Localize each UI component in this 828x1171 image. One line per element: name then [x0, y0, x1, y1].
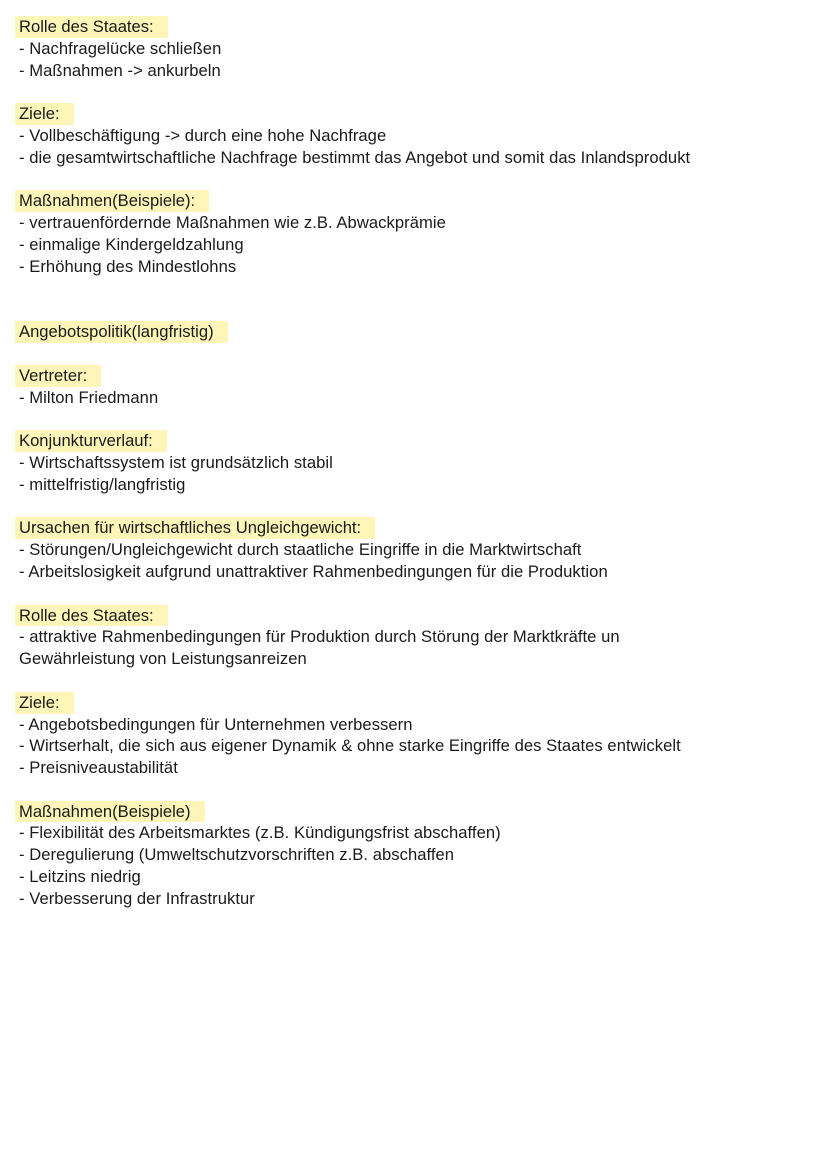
section-heading: Ziele: [15, 692, 74, 714]
list-item: - einmalige Kindergeldzahlung [19, 234, 244, 254]
list-item: - die gesamtwirtschaftliche Nachfrage bestimmt das Angebot und somit das Inlandsprodukt [19, 147, 691, 167]
list-item: - Verbesserung der Infrastruktur [19, 888, 255, 908]
list-item: - Leitzins niedrig [19, 867, 141, 887]
list-item: - vertrauenfördernde Maßnahmen wie z.B. Abwackprämie [19, 213, 446, 233]
list-item: - Erhöhung des Mindestlohns [19, 256, 237, 276]
list-item: - Vollbeschäftigung -> durch eine hohe Nachfrage [19, 125, 387, 145]
section-ziele-1 [0, 103, 828, 168]
section-rolle-des-staates-2 [0, 605, 828, 670]
section-heading: Ursachen für wirtschaftliches Ungleichgewicht: [15, 517, 375, 539]
section-konjunkturverlauf [0, 430, 828, 495]
list-item: - Preisniveaustabilität [19, 758, 178, 778]
section-rolle-des-staates-1 [0, 16, 828, 81]
list-item: - attraktive Rahmenbedingungen für Produktion durch Störung der Marktkräfte un [19, 627, 620, 647]
section-ursachen [0, 517, 828, 582]
section-heading: Konjunkturverlauf: [15, 430, 167, 452]
list-item: - Arbeitslosigkeit aufgrund unattraktiver Rahmenbedingungen für die Produktion [19, 561, 608, 581]
list-item: - Wirtserhalt, die sich aus eigener Dynamik & ohne starke Eingriffe des Staates entwickelt [19, 736, 681, 756]
section-angebotspolitik [0, 321, 828, 343]
section-heading: Ziele: [15, 103, 74, 125]
list-item: - mittelfristig/langfristig [19, 474, 186, 494]
section-heading: Rolle des Staates: [15, 16, 168, 38]
list-item: - Flexibilität des Arbeitsmarktes (z.B. Kündigungsfrist abschaffen) [19, 823, 501, 843]
section-massnahmen-2 [0, 801, 828, 910]
section-vertreter [0, 365, 828, 409]
section-heading: Vertreter: [15, 365, 101, 387]
document-page [0, 16, 828, 910]
section-heading: Maßnahmen(Beispiele): [15, 190, 209, 212]
list-item: Gewährleistung von Leistungsanreizen [19, 649, 307, 669]
list-item: - Angebotsbedingungen für Unternehmen verbessern [19, 714, 413, 734]
list-item: - Nachfragelücke schließen [19, 38, 222, 58]
section-ziele-2 [0, 692, 828, 779]
list-item: - Milton Friedmann [19, 387, 159, 407]
list-item: - Störungen/Ungleichgewicht durch staatliche Eingriffe in die Marktwirtschaft [19, 540, 582, 560]
section-heading: Rolle des Staates: [15, 605, 168, 627]
section-heading: Maßnahmen(Beispiele) [15, 801, 205, 823]
list-item: - Maßnahmen -> ankurbeln [19, 60, 221, 80]
list-item: - Wirtschaftssystem ist grundsätzlich stabil [19, 452, 333, 472]
list-item: - Deregulierung (Umweltschutzvorschriften z.B. abschaffen [19, 845, 455, 865]
section-title: Angebotspolitik(langfristig) [15, 321, 228, 343]
section-massnahmen-1 [0, 190, 828, 277]
